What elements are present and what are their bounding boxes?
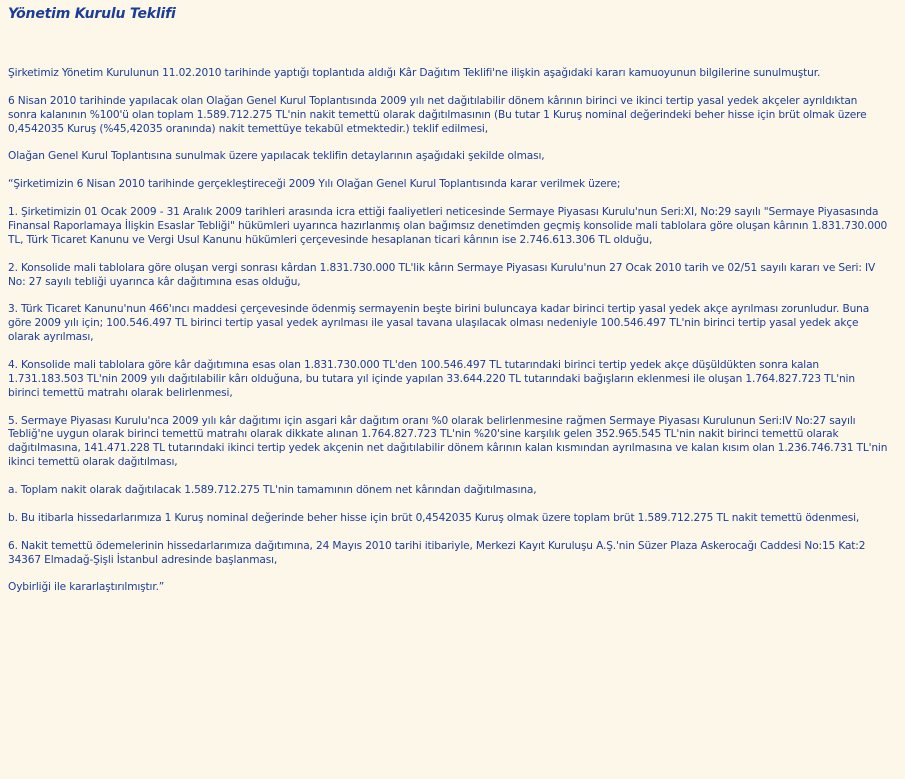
paragraph-item-4: 4. Konsolide mali tablolara göre kâr dağıtımına esas olan 1.831.730.000 TL'den 100.546.497 TL tutarındaki birinci tertip yedek akçe düşüldükten sonra kalan 1.731.183.503 TL'nin 2009 yılı dağıtılabilir kârı olduğuna, bu tutara yıl içinde yapılan 33.644.220 TL tutarındaki bağışların eklenmesi ile oluşan 1.764.827.723 TL'nin birinci temettü matrahı olarak belirlenmesi,: [8, 358, 855, 399]
paragraph-item-a: a. Toplam nakit olarak dağıtılacak 1.589.712.275 TL'nin tamamının dönem net kârından dağıtılmasına,: [8, 484, 537, 497]
document-title: Yönetim Kurulu Teklifi: [8, 6, 176, 22]
paragraph-item-5: 5. Sermaye Piyasası Kurulu'nca 2009 yılı kâr dağıtımı için asgari kâr dağıtım oranı %0 olarak belirlenmesine rağmen Sermaye Piyasası Kurulunun Seri:IV No:27 sayılı Tebliğ'ne uygun olarak birinci temettü matrahı olarak dikkate alınan 1.764.827.723 TL'nin %20'sine karşılık gelen 352.965.545 TL'nin nakit birinci temettü olarak dağıtılmasına, 141.471.228 TL tutarındaki ikinci tertip yedek akçenin net dağıtılabilir dönem kârının kalan kısmından ayrılmasına ve kalan kısım olan 1.236.746.731 TL'nin ikinci temettü olarak dağıtılması,: [8, 414, 888, 469]
document-body: [8, 67, 889, 595]
paragraph-resolution-opening: “Şirketimizin 6 Nisan 2010 tarihinde gerçekleştireceği 2009 Yılı Olağan Genel Kurul Toplantısında karar verilmek üzere;: [8, 178, 621, 191]
paragraph-item-1: 1. Şirketimizin 01 Ocak 2009 - 31 Aralık 2009 tarihleri arasında icra ettiği faaliyetleri neticesinde Sermaye Piyasası Kurulu'nun Seri:XI, No:29 sayılı "Sermaye Piyasasında Finansal Raporlamaya İlişkin Esaslar Tebliği" hükümleri uyarınca hazırlanmış olan bağımsız denetimden geçmiş konsolide mali tablolara göre oluşan kârının 1.831.730.000 TL, Türk Ticaret Kanunu ve Vergi Usul Kanunu hükümleri çerçevesinde hesaplanan ticari kârının ise 2.746.613.306 TL olduğu,: [8, 206, 888, 246]
paragraph-closing: Oybirliği ile kararlaştırılmıştır.”: [8, 581, 165, 594]
paragraph-dividend-proposal: 6 Nisan 2010 tarihinde yapılacak olan Olağan Genel Kurul Toplantısında 2009 yılı net dağıtılabilir dönem kârının birinci ve ikinci tertip yasal yedek akçeler ayrıldıktan sonra kalanının %100'ü olan toplam 1.589.712.275 TL'nin nakit temettü olarak dağıtılmasının (Bu tutar 1 Kuruş nominal değerindeki beher hisse için brüt olmak üzere 0,4542035 Kuruş (%45,42035 oranında) nakit temettüye tekabül etmektedir.) teklif edilmesi,: [8, 94, 867, 135]
paragraph-intro: Şirketimiz Yönetim Kurulunun 11.02.2010 tarihinde yaptığı toplantıda aldığı Kâr Dağıtım Teklifi'ne ilişkin aşağıdaki kararı kamuoyunun bilgilerine sunulmuştur.: [8, 67, 821, 79]
paragraph-item-6: 6. Nakit temettü ödemelerinin hissedarlarımıza dağıtımına, 24 Mayıs 2010 tarihi itibariyle, Merkezi Kayıt Kuruluşu A.Ş.'nin Süzer Plaza Askerocağı Caddesi No:15 Kat:2 34367 Elmadağ-Şişli İstanbul adresinde başlanması,: [8, 539, 866, 566]
paragraph-item-b: b. Bu itibarla hissedarlarımıza 1 Kuruş nominal değerinde beher hisse için brüt 0,4542035 Kuruş olmak üzere toplam brüt 1.589.712.275 TL nakit temettü ödenmesi,: [8, 511, 860, 524]
paragraph-item-3: 3. Türk Ticaret Kanunu'nun 466'ıncı maddesi çerçevesinde ödenmiş sermayenin beşte birini buluncaya kadar birinci tertip yasal yedek akçe ayrılması zorunludur. Buna göre 2009 yılı için; 100.546.497 TL birinci tertip yasal yedek ayrılması ile yasal tavana ulaşılacak olması nedeniyle 100.546.497 TL'nin birinci tertip yasal yedek akçe olarak ayrılması,: [8, 303, 870, 344]
paragraph-item-2: 2. Konsolide mali tablolara göre oluşan vergi sonrası kârdan 1.831.730.000 TL'lik kârın Sermaye Piyasası Kurulu'nun 27 Ocak 2010 tarih ve 02/51 sayılı kararı ve Seri: IV No: 27 sayılı tebliği uyarınca kâr dağıtımına esas olduğu,: [8, 261, 876, 288]
paragraph-details-intro: Olağan Genel Kurul Toplantısına sunulmak üzere yapılacak teklifin detaylarının aşağıdaki şekilde olması,: [8, 150, 545, 163]
